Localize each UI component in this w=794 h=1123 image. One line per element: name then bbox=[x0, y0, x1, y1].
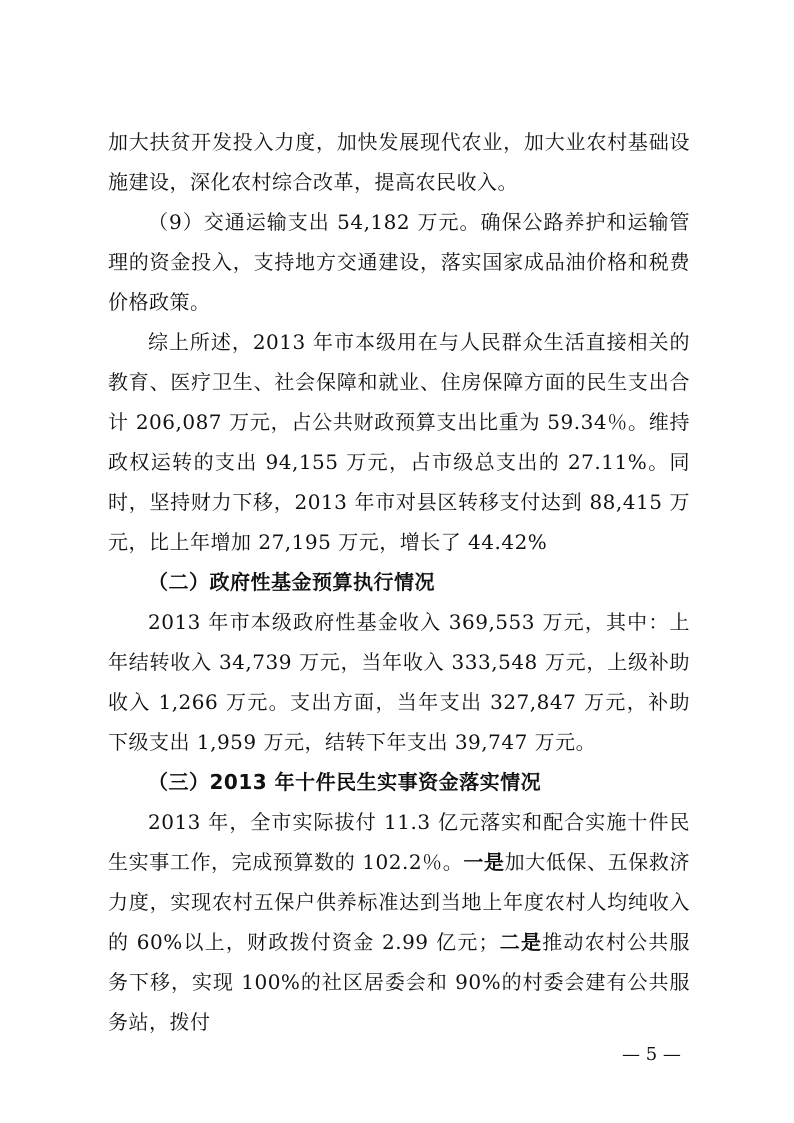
paragraph-transport-expenditure: （9）交通运输支出 54,182 万元。确保公路养护和运输管理的资金投入，支持地方交通建设，落实国家成品油价格和税费价格政策。 bbox=[108, 210, 690, 314]
paragraph-livelihood-projects bbox=[108, 802, 690, 1042]
paragraph-livelihood-first: 加大低保、五保救济力度，实现农村五保户供养标准达到当地上年度农村人均纯收入的 60%以上，财政拨付资金 2.99 亿元； bbox=[108, 850, 691, 954]
paragraph-summary: 综上所述，2013 年市本级用在与人民群众生活直接相关的教育、医疗卫生、社会保障和就业、住房保障方面的民生支出合计 206,087 万元，占公共财政预算支出比重为 59.34％。维持政权运转的支出 94,155 万元，占市级总支出的 27.11%。同时，坚持财力下移，2013 年市对县区转移支付达到 88,415 万元，比上年增加 27,195 万元，增长了 44.42% bbox=[108, 330, 690, 554]
document-body bbox=[108, 122, 690, 1042]
heading-government-fund-budget: （二）政府性基金预算执行情况 bbox=[148, 570, 435, 594]
page-number: — 5 — bbox=[622, 1044, 681, 1065]
heading-livelihood-projects: （三）2013 年十件民生实事资金落实情况 bbox=[148, 770, 542, 794]
paragraph-government-fund: 2013 年市本级政府性基金收入 369,553 万元，其中：上年结转收入 34,739 万元，当年收入 333,548 万元，上级补助收入 1,266 万元。支出方面，当年支出 327,847 万元，补助下级支出 1,959 万元，结转下年支出 39,747 万元。 bbox=[108, 610, 690, 754]
paragraph-agriculture-continued: 加大扶贫开发投入力度，加快发展现代农业，加大业农村基础设施建设，深化农村综合改革，提高农民收入。 bbox=[108, 130, 690, 194]
paragraph-livelihood-intro: 2013 年，全市实际拔付 11.3 亿元落实和配合实施十件民生实事工作，完成预算数的 102.2％。 bbox=[108, 810, 690, 874]
emphasis-second: 二是 bbox=[499, 930, 543, 954]
paragraph-livelihood-second: 推动农村公共服务下移，实现 100%的社区居委会和 90%的村委会建有公共服务站，拨付 bbox=[108, 930, 691, 1034]
emphasis-first: 一是 bbox=[463, 850, 505, 874]
